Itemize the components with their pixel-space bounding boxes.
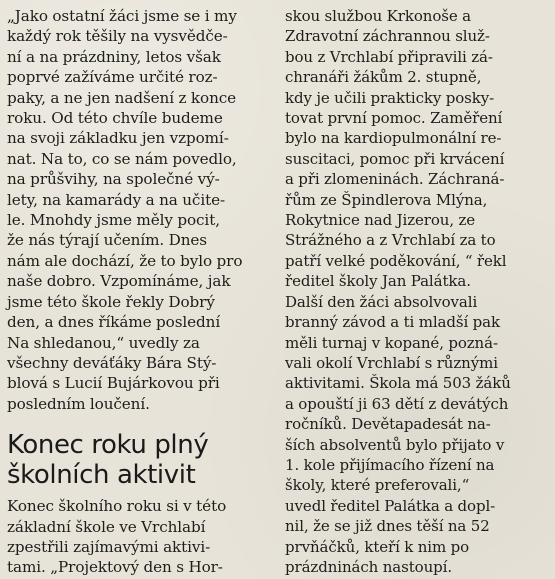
article-quote-paragraph: „Jako ostatní žáci jsme se i my každý rok těšily na vysvědče- ní a na prázdniny, letos však poprvé zažíváme určité roz- paky, a ne jen nadšení z konce roku. Od této chvíle budeme na svoji základku jen vzpomí- nat. Na to, co se nám povedlo, na průšvihy, na společné vý- lety, na kamarády a na učite- le. Mnohdy jsme měly pocit, že nás týrají učením. Dnes nám ale dochází, že to bylo pro naše dobro. Vzpomínáme, jak jsme této škole řekly Dobrý den, a dnes říkáme poslední Na shledanou,“ uvedly za všechny deváťáky Bára Stý- blová s Lucií Bujárkovou při posledním loučení.	[7, 7, 243, 413]
right-column	[285, 6, 548, 577]
article-intro-paragraph: Konec školního roku si v této základní škole ve Vrchlabí zpestřili zajímavými aktivi- tami. „Projektový den s Hor-	[7, 497, 227, 577]
article-continuation-paragraph: skou službou Krkonoše a Zdravotní záchrannou služ- bou z Vrchlabí připravili zá- chranáři žákům 2. stupně, kdy je učili prakticky posky- tovat první pomoc. Zaměření bylo na kardiopulmonální re- suscitaci, pomoc při krvácení a při zlomeninách. Záchraná- řům ze Špindlerova Mlýna, Rokytnice nad Jizerou, ze Strážného a z Vrchlabí za to patří velké poděkování, “ řekl ředitel školy Jan Palátka. Další den žáci absolvovali branný závod a ti mladší pak měli turnaj v kopané, pozná- vali okolí Vrchlabí s různými aktivitami. Škola má 503 žáků a opouští ji 63 dětí z devátých ročníků. Devětapadesát na- ších absolventů bylo přijato v 1. kole přijímacího řízení na školy, které preferovali,“ uvedl ředitel Palátka a dopl- nil, že se již dnes těší na 52 prvňáčků, kteří k nim po prázdninách nastoupí.	[285, 7, 511, 576]
left-column	[7, 6, 272, 578]
article-headline: Konec roku plný školních aktivit	[7, 430, 209, 491]
